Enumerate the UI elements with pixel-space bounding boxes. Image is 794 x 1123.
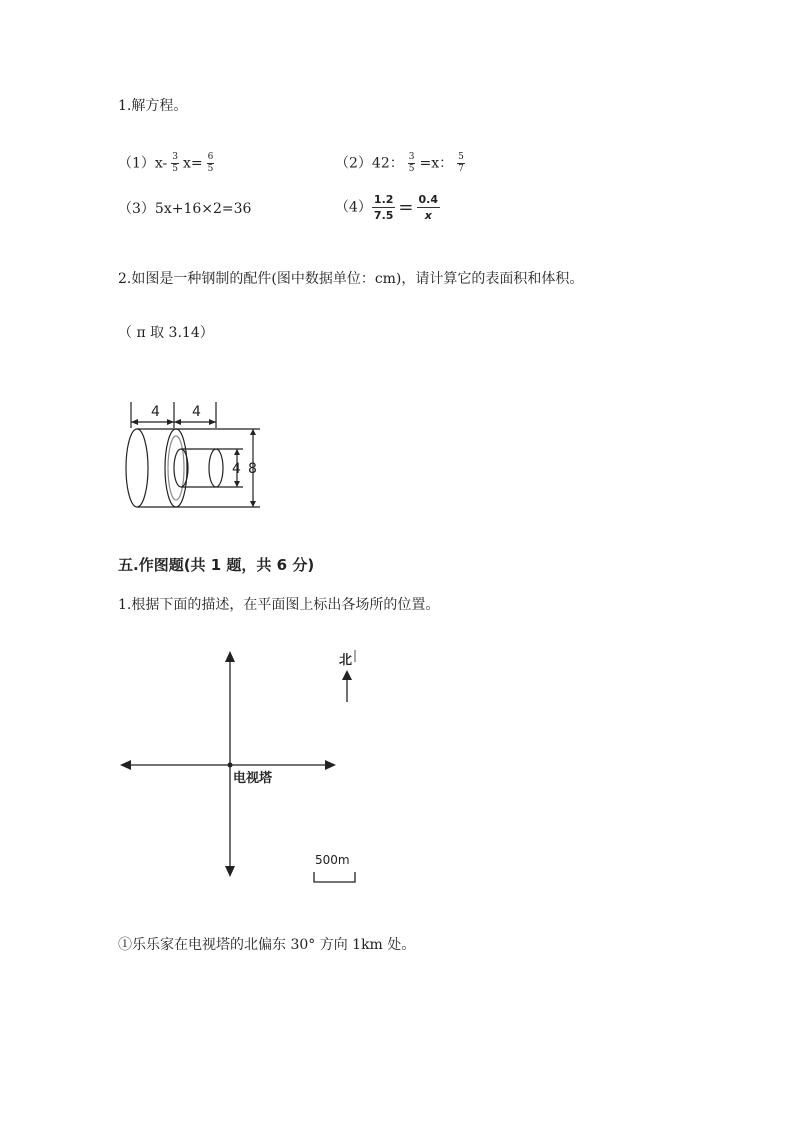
eq4-fraction-b: $\frac{0.4}{x}$ <box>418 193 439 222</box>
eq1-fraction-a: $\frac{3}{5}$ <box>172 152 179 174</box>
label-length-right: 4 <box>192 404 201 420</box>
label-inner-diameter: 4 <box>232 461 241 477</box>
q2-note: （ π 取 3.14） <box>118 325 214 341</box>
eq4-equals: = <box>398 196 414 218</box>
label-length-left: 4 <box>151 404 160 420</box>
location-map <box>115 640 375 890</box>
eq2-fraction-b: $\frac{5}{7}$ <box>458 152 464 174</box>
north-label: 北 <box>339 653 353 668</box>
scale-bar <box>314 872 355 882</box>
eq1-label: （1）x- <box>118 155 168 172</box>
equation-4 <box>335 192 440 223</box>
eq2-mid: =x： <box>419 155 454 172</box>
s5-item-1: ①乐乐家在电视塔的北偏东 30° 方向 1km 处。 <box>118 937 416 953</box>
eq2-label: （2）42： <box>335 155 404 172</box>
q2-title: 2.如图是一种钢制的配件(图中数据单位：cm)，请计算它的表面积和体积。 <box>118 271 584 287</box>
eq2-fraction-a: $\frac{3}{5}$ <box>408 152 415 174</box>
equation-3: （3）5x+16×2=36 <box>118 201 252 217</box>
eq4-label: （4） <box>335 199 372 216</box>
equation-2 <box>335 152 469 175</box>
scale-label: 500m <box>315 853 350 867</box>
label-outer-diameter: 8 <box>248 461 257 477</box>
tv-tower-label: 电视塔 <box>233 771 273 786</box>
q1-title: 1.解方程。 <box>118 98 188 114</box>
section-heading: 五.作图题(共 1 题，共 6 分) <box>118 556 315 574</box>
eq1-mid: x= <box>183 155 203 172</box>
equation-1 <box>118 152 218 175</box>
s5-q1-title: 1.根据下面的描述，在平面图上标出各场所的位置。 <box>118 597 440 613</box>
eq4-fraction-a: $\frac{1.2}{7.5}$ <box>373 193 394 222</box>
eq1-fraction-b: $\frac{6}{5}$ <box>207 152 214 174</box>
cylinder-part-figure <box>115 398 275 514</box>
